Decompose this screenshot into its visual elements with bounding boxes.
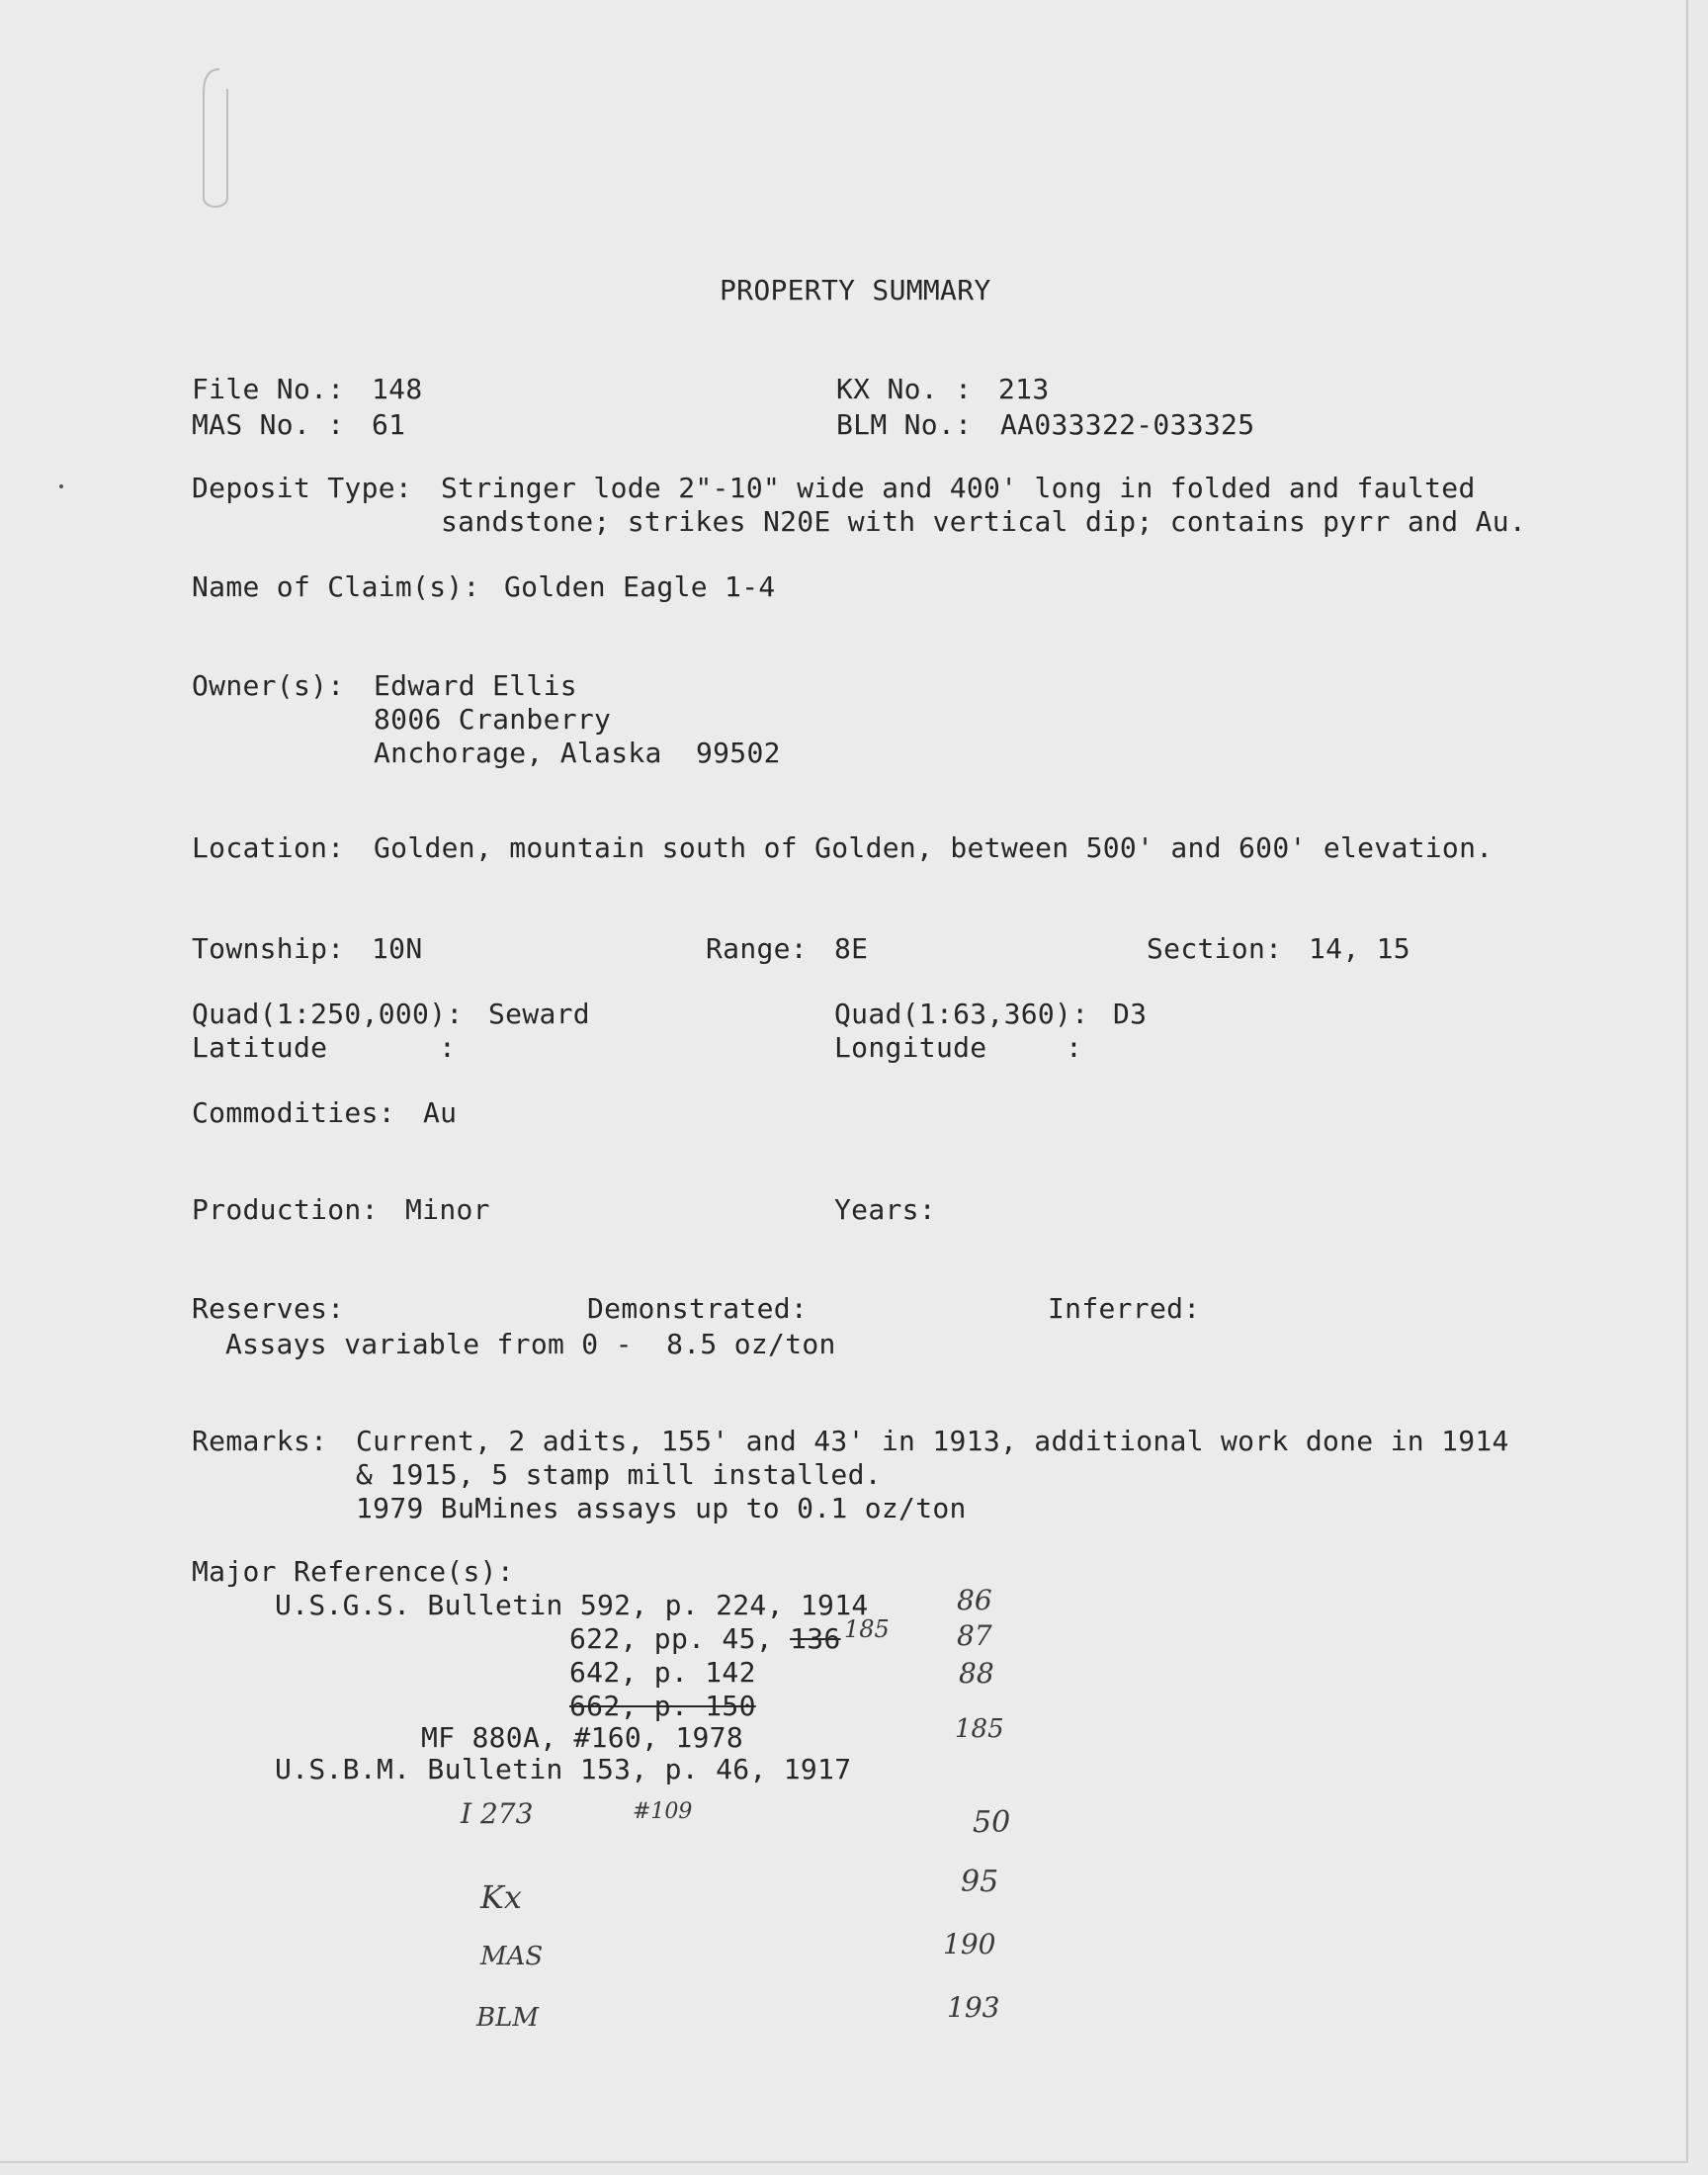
handwritten-i273: I 273 bbox=[461, 1797, 534, 1830]
handwritten-185-b: 185 bbox=[955, 1714, 1004, 1744]
struck-page-number: 136 bbox=[790, 1622, 841, 1655]
assays-line: Assays variable from 0 - 8.5 oz/ton bbox=[225, 1328, 836, 1360]
blm-no-label: BLM No.: bbox=[836, 408, 973, 441]
longitude-colon: : bbox=[1066, 1031, 1083, 1064]
quad-250k-value: Seward bbox=[488, 998, 590, 1030]
handwritten-blm: BLM bbox=[476, 2003, 539, 2033]
reference-usgs-592: U.S.G.S. Bulletin 592, p. 224, 1914 bbox=[275, 1589, 869, 1621]
reference-mf-880a: MF 880A, #160, 1978 bbox=[421, 1721, 743, 1754]
inferred-label: Inferred: bbox=[1048, 1292, 1201, 1325]
deposit-type-label: Deposit Type: bbox=[192, 472, 413, 504]
location-value: Golden, mountain south of Golden, between 500' and 600' elevation. bbox=[374, 831, 1494, 864]
file-no-label: File No.: bbox=[192, 373, 345, 405]
longitude-label: Longitude bbox=[834, 1031, 987, 1064]
years-label: Years: bbox=[834, 1193, 936, 1226]
handwritten-88: 88 bbox=[959, 1657, 994, 1690]
commodities-label: Commodities: bbox=[192, 1096, 395, 1129]
speck bbox=[59, 484, 63, 488]
paperclip-mark bbox=[198, 59, 237, 218]
owner-label: Owner(s): bbox=[192, 669, 345, 702]
reference-usgs-622: 622, pp. 45, 136 bbox=[569, 1622, 841, 1655]
section-value: 14, 15 bbox=[1309, 932, 1410, 965]
handwritten-95: 95 bbox=[961, 1865, 999, 1899]
claims-label: Name of Claim(s): bbox=[192, 570, 480, 603]
reserves-label: Reserves: bbox=[192, 1292, 345, 1325]
kx-no-label: KX No. : bbox=[836, 373, 973, 405]
owner-street: 8006 Cranberry bbox=[374, 703, 612, 736]
handwritten-109: #109 bbox=[633, 1799, 693, 1824]
remarks-label: Remarks: bbox=[192, 1425, 328, 1457]
claims-value: Golden Eagle 1-4 bbox=[504, 570, 776, 603]
range-value: 8E bbox=[834, 932, 869, 965]
quad-250k-label: Quad(1:250,000): bbox=[192, 998, 464, 1030]
kx-no-value: 213 bbox=[998, 373, 1050, 405]
location-label: Location: bbox=[192, 831, 345, 864]
remarks-line-3: 1979 BuMines assays up to 0.1 oz/ton bbox=[356, 1492, 967, 1524]
handwritten-190: 190 bbox=[943, 1928, 996, 1960]
handwritten-86: 86 bbox=[957, 1584, 992, 1616]
quad-63k-value: D3 bbox=[1113, 998, 1148, 1030]
deposit-type-line-2: sandstone; strikes N20E with vertical dip; contains pyrr and Au. bbox=[441, 505, 1527, 538]
range-label: Range: bbox=[706, 932, 808, 965]
reference-usgs-662-struck: 662, p. 150 bbox=[569, 1690, 756, 1722]
demonstrated-label: Demonstrated: bbox=[587, 1292, 809, 1325]
remarks-line-2: & 1915, 5 stamp mill installed. bbox=[356, 1458, 882, 1491]
handwritten-mas: MAS bbox=[480, 1942, 544, 1971]
file-no-value: 148 bbox=[372, 373, 423, 405]
remarks-line-1: Current, 2 adits, 155' and 43' in 1913, additional work done in 1914 bbox=[356, 1425, 1509, 1457]
mas-no-label: MAS No. : bbox=[192, 408, 345, 441]
handwritten-193: 193 bbox=[947, 1991, 1000, 2024]
reference-usbm-153: U.S.B.M. Bulletin 153, p. 46, 1917 bbox=[275, 1753, 852, 1785]
quad-63k-label: Quad(1:63,360): bbox=[834, 998, 1089, 1030]
owner-city: Anchorage, Alaska 99502 bbox=[374, 737, 781, 769]
township-value: 10N bbox=[372, 932, 423, 965]
mas-no-value: 61 bbox=[372, 408, 406, 441]
township-label: Township: bbox=[192, 932, 345, 965]
blm-no-value: AA033322-033325 bbox=[1000, 408, 1255, 441]
handwritten-kx: Kx bbox=[480, 1878, 522, 1916]
handwritten-185-a: 185 bbox=[844, 1615, 890, 1643]
latitude-colon: : bbox=[439, 1031, 457, 1064]
references-label: Major Reference(s): bbox=[192, 1555, 514, 1588]
owner-name: Edward Ellis bbox=[374, 669, 577, 702]
production-label: Production: bbox=[192, 1193, 379, 1226]
page-title: PROPERTY SUMMARY bbox=[720, 274, 991, 306]
latitude-label: Latitude bbox=[192, 1031, 328, 1064]
reference-usgs-642: 642, p. 142 bbox=[569, 1656, 756, 1689]
handwritten-50: 50 bbox=[973, 1805, 1011, 1840]
section-label: Section: bbox=[1147, 932, 1283, 965]
production-value: Minor bbox=[405, 1193, 490, 1226]
commodities-value: Au bbox=[423, 1096, 458, 1129]
deposit-type-line-1: Stringer lode 2"-10" wide and 400' long in folded and faulted bbox=[441, 472, 1476, 504]
handwritten-87: 87 bbox=[957, 1619, 992, 1652]
